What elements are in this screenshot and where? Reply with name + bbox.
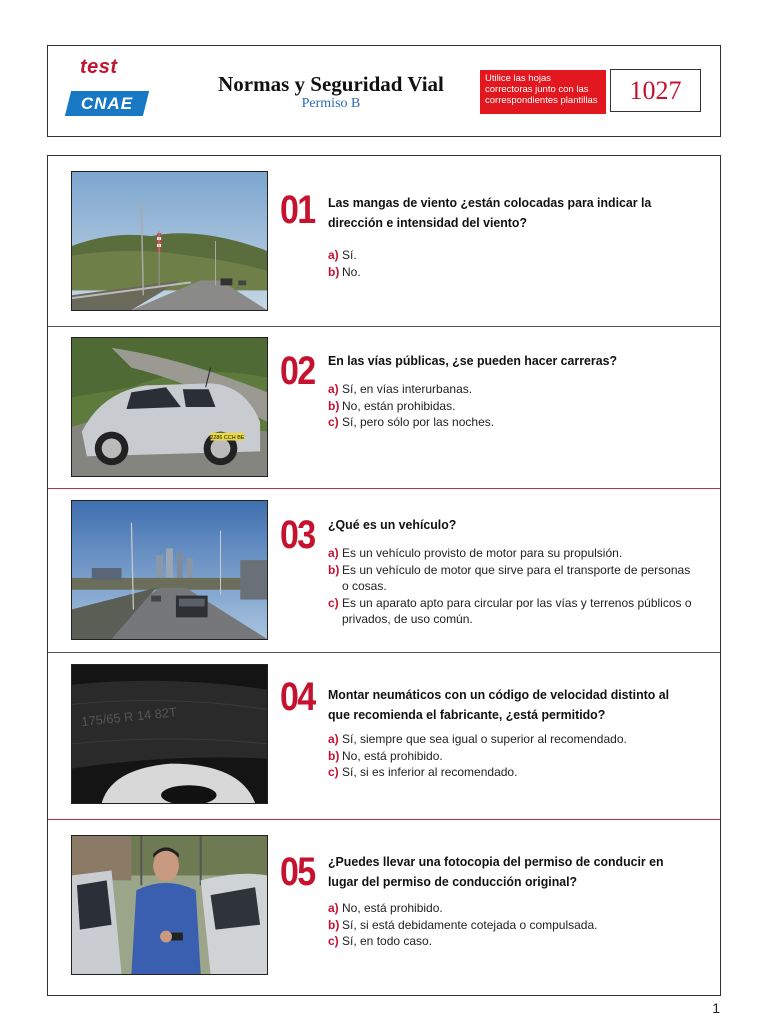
answer-letter: a) <box>328 248 339 262</box>
answer-option[interactable] <box>328 764 698 781</box>
page-title: Normas y Seguridad Vial <box>218 72 444 96</box>
answer-text: No, está prohibido. <box>342 748 443 763</box>
answer-letter: c) <box>328 765 339 779</box>
question-1-answers <box>328 247 698 280</box>
answer-option[interactable] <box>328 731 698 748</box>
logo-test-text: test <box>80 56 118 78</box>
question-2 <box>48 327 720 489</box>
question-2-answers <box>328 381 698 431</box>
answer-option[interactable] <box>328 414 698 431</box>
answer-letter: c) <box>328 415 339 429</box>
page-number: 1 <box>712 1000 720 1016</box>
answer-letter: b) <box>328 264 340 279</box>
question-3-photo <box>71 500 268 640</box>
question-3-text: ¿Qué es un vehículo? <box>328 517 457 532</box>
answer-text: Sí, pero sólo por las noches. <box>342 415 495 429</box>
answer-option[interactable] <box>328 247 698 264</box>
answer-option[interactable] <box>328 398 698 415</box>
answer-option[interactable] <box>328 748 698 765</box>
answer-letter: b) <box>328 562 340 577</box>
answer-option[interactable] <box>328 264 698 281</box>
question-1 <box>48 156 720 327</box>
question-4 <box>48 653 720 820</box>
question-2-photo <box>71 337 268 477</box>
answer-letter: b) <box>328 917 340 932</box>
answer-letter: c) <box>328 934 339 948</box>
answer-option[interactable] <box>328 933 698 950</box>
questions-panel <box>47 155 721 996</box>
question-4-number: 04 <box>280 675 315 719</box>
question-5 <box>48 820 720 995</box>
question-1-text: Las mangas de viento ¿están colocadas para indicar la dirección e intensidad del viento? <box>328 195 652 230</box>
answer-text: Sí, siempre que sea igual o superior al recomendado. <box>342 732 627 746</box>
question-5-photo <box>71 835 268 975</box>
answer-option[interactable] <box>328 562 698 595</box>
answer-option[interactable] <box>328 595 698 628</box>
answer-text: Sí, si es inferior al recomendado. <box>342 765 518 779</box>
answer-option[interactable] <box>328 917 698 934</box>
answer-letter: c) <box>328 595 339 610</box>
answer-text: Es un vehículo provisto de motor para su propulsión. <box>342 546 623 560</box>
answer-letter: a) <box>328 546 339 560</box>
answer-letter: a) <box>328 732 339 746</box>
question-5-text: ¿Puedes llevar una fotocopia del permiso de conducir en lugar del permiso de conducción original? <box>328 854 664 889</box>
question-1-number: 01 <box>280 188 315 232</box>
answer-text: No, está prohibido. <box>342 901 443 915</box>
answer-text: Es un aparato apto para circular por las vías y terrenos públicos o privados, de uso común. <box>342 595 692 626</box>
answer-letter: b) <box>328 748 340 763</box>
question-5-number: 05 <box>280 850 315 894</box>
answer-option[interactable] <box>328 900 698 917</box>
question-2-text: En las vías públicas, ¿se pueden hacer carreras? <box>328 353 617 368</box>
question-4-answers <box>328 731 698 781</box>
question-3-number: 03 <box>280 513 315 557</box>
question-3 <box>48 489 720 653</box>
answer-letter: a) <box>328 901 339 915</box>
page-header <box>47 45 721 137</box>
answer-text: No. <box>342 264 361 279</box>
question-3-answers <box>328 545 698 628</box>
answer-text: Es un vehículo de motor que sirve para el transporte de personas o cosas. <box>342 562 691 593</box>
license-plate-text: 2286 CCH BE <box>210 435 245 442</box>
answer-option[interactable] <box>328 381 698 398</box>
answer-text: Sí, si está debidamente cotejada o compulsada. <box>342 917 598 932</box>
page-subtitle: Permiso B <box>301 96 361 111</box>
question-5-answers <box>328 900 698 950</box>
question-2-number: 02 <box>280 349 315 393</box>
question-4-photo <box>71 664 268 804</box>
correction-notice: Utilice las hojas correctoras junto con las correspondientes plantillas <box>480 70 606 114</box>
answer-letter: b) <box>328 398 340 413</box>
brand-logo <box>65 91 149 116</box>
question-4-text: Montar neumáticos con un código de velocidad distinto al que recomienda el fabricante, ¿está permitido? <box>328 687 670 722</box>
answer-letter: a) <box>328 382 339 396</box>
answer-text: Sí. <box>342 248 357 262</box>
answer-option[interactable] <box>328 545 698 562</box>
answer-text: Sí, en todo caso. <box>342 934 433 948</box>
question-1-photo <box>71 171 268 311</box>
test-code: 1027 <box>610 69 701 112</box>
answer-text: Sí, en vías interurbanas. <box>342 382 473 396</box>
tire-label-text: 175/65 R 14 82T <box>80 704 178 730</box>
brand-logo-text: CNAE <box>80 93 134 113</box>
answer-text: No, están prohibidas. <box>342 398 456 413</box>
